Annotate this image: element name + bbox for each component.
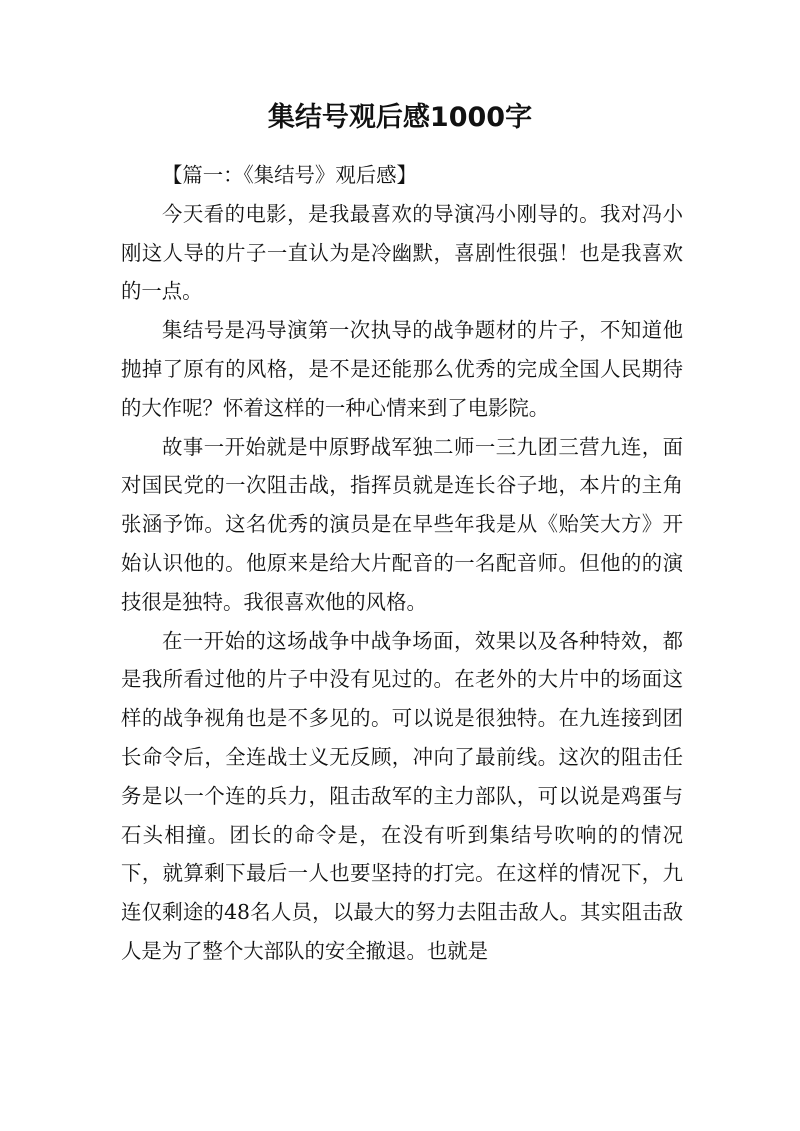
- paragraph-4: 在一开始的这场战争中战争场面，效果以及各种特效，都是我所看过他的片子中没有见过的。在老外的大片中的场面这样的战争视角也是不多见的。可以说是很独特。在九连接到团长命令后，全连战士义无反顾，冲向了最前线。这次的阻击任务是以一个连的兵力，阻击敌军的主力部队，可以说是鸡蛋与石头相撞。团长的命令是，在没有听到集结号吹响的的情况下，就算剩下最后一人也要坚持的打完。在这样的情况下，九连仅剩途的48名人员，以最大的努力去阻击敌人。其实阻击敌人是为了整个大部队的安全撤退。也就是: [121, 628, 683, 963]
- paragraph-3: 故事一开始就是中原野战军独二师一三九团三营九连，面对国民党的一次阻击战，指挥员就是连长谷子地，本片的主角张涵予饰。这名优秀的演员是在早些年我是从《贻笑大方》开始认识他的。他原来是给大片配音的一名配音师。但他的的演技很是独特。我很喜欢他的风格。: [121, 434, 683, 614]
- paragraph-2: 集结号是冯导演第一次执导的战争题材的片子，不知道他抛掉了原有的风格，是不是还能那么优秀的完成全国人民期待的大作呢？怀着这样的一种心情来到了电影院。: [121, 318, 683, 420]
- section-heading: 【篇一：《集结号》观后感】: [162, 163, 417, 187]
- document-body: [121, 156, 683, 971]
- paragraph-1: 今天看的电影，是我最喜欢的导演冯小刚导的。我对冯小刚这人导的片子一直认为是冷幽默，喜剧性很强！也是我喜欢的一点。: [121, 201, 683, 304]
- page-title: 集结号观后感1000字: [267, 102, 533, 133]
